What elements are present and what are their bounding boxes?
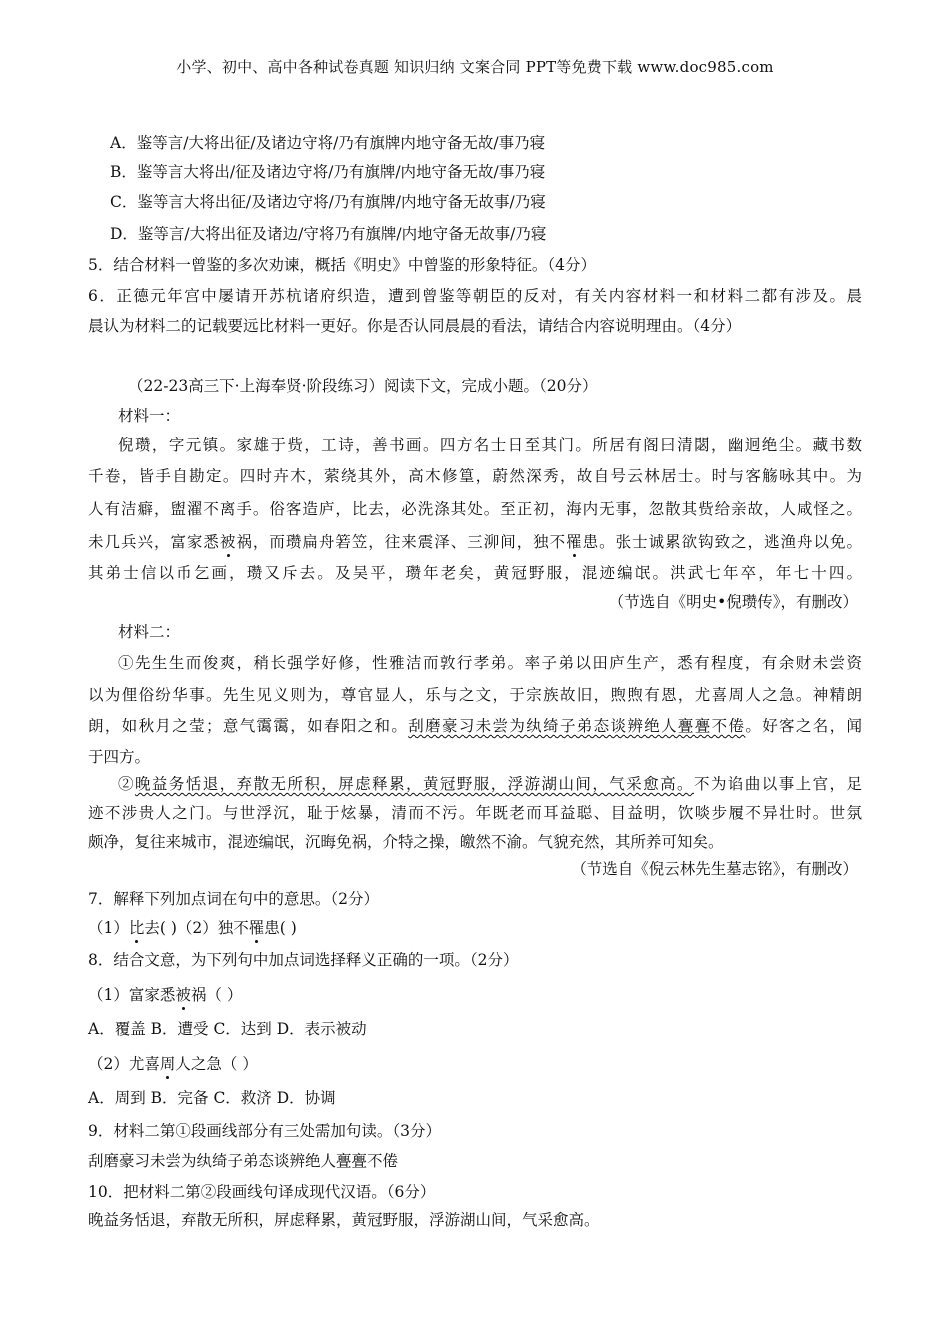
question-5: 5．结合材料一曾鉴的多次劝谏，概括《明史》中曾鉴的形象特征。（4分）: [88, 256, 596, 274]
material-2-label: 材料二：: [118, 623, 181, 641]
question-7-items: （1）比去( )（2）独不罹患( ): [88, 919, 297, 937]
dotted-char-li-2: 罹: [248, 919, 265, 937]
question-10: 10．把材料二第②段画线句译成现代汉语。（6分）: [88, 1183, 436, 1201]
option-4b: B．鉴等言大将出/征及诸边守将/乃有旗牌/内地守备无故/事乃寝: [110, 163, 546, 181]
dotted-char-bi: 比: [128, 919, 145, 937]
question-8: 8．结合文意，为下列句中加点词选择释义正确的一项。（2分）: [88, 951, 519, 969]
material-2-p1-line-3: 朗，如秋月之莹；意气霭霭，如春阳之和。刮磨豪习未尝为纨绮子弟态谈辨绝人亹亹不倦。好客之名，闻: [88, 717, 862, 735]
question-6-line-1: 6．正德元年宫中屡请开苏杭诸府织造，遭到曾鉴等朝臣的反对，有关内容材料一和材料二都有涉及。晨: [88, 287, 862, 305]
material-1-label: 材料一：: [118, 407, 181, 425]
question-8-sentence-2: （2）尤喜周人之急（ ）: [88, 1055, 258, 1073]
material-2-p1-line-4: 于四方。: [88, 748, 151, 766]
section-intro: （22-23高三下·上海奉贤·阶段练习）阅读下文，完成小题。（20分）: [128, 377, 598, 395]
option-4d: D．鉴等言/大将出征及诸边/守将乃有旗牌/内地守备无故事/乃寝: [110, 225, 547, 243]
underlined-sentence-2: 晚益务恬退，弃散无所积，屏虑释累，黄冠野服，浮游湖山间，气采愈高。: [134, 775, 695, 793]
material-2-p2-line-3: 颇净，复往来城市，混迹编氓，沉晦免祸，介特之操，皦然不渝。气貌充然，其所养可知矣。: [88, 833, 724, 851]
question-8-sentence-1: （1）富家悉被祸（ ）: [88, 986, 243, 1004]
material-2-p1-line-1: ①先生生而俊爽，稍长强学好修，性雅洁而敦行孝弟。率子弟以田庐生产，悉有程度，有余财未尝资: [118, 654, 862, 672]
material-2-source: （ 节选自《倪云林先生墓志铭》，有删改 ）: [571, 859, 858, 879]
material-1-source: （ 节选自《明史•倪瓒传》，有删改 ）: [609, 592, 858, 612]
underlined-sentence-1: 刮磨豪习未尝为纨绮子弟态谈辨绝人亹亹不倦: [408, 717, 746, 735]
material-1-line-1: 倪瓒，字元镇。家雄于赀，工诗，善书画。四方名士日至其门。所居有阁曰清閟，幽迥绝尘。藏书数: [118, 436, 862, 454]
question-8-options-2: A．周到 B．完备 C．救济 D．协调: [88, 1089, 336, 1107]
material-1-line-2: 千卷，皆手自勘定。四时卉木，萦绕其外，高木修篁，蔚然深秀，故自号云林居士。时与客觞咏其中。为: [88, 467, 862, 485]
material-2-p2-line-2: 迹不涉贵人之门。与世浮沉，耻于炫暴，清而不污。年既老而耳益聪、目益明，饮啖步履不异壮时。世氛: [88, 804, 862, 822]
dotted-char-bei: 被: [219, 533, 237, 551]
option-4c: C．鉴等言大将出征/及诸边守将/乃有旗牌/内地守备无故事/乃寝: [110, 193, 546, 211]
material-1-line-5: 其弟士信以币乞画，瓒又斥去。及吴平，瓒年老矣，黄冠野服，混迹编氓。洪武七年卒，年七十四。: [88, 564, 862, 582]
dotted-char-bei-2: 被: [175, 986, 191, 1004]
question-9-text: 刮磨豪习未尝为纨绮子弟态谈辨绝人亹亹不倦: [88, 1152, 399, 1170]
dotted-char-zhou: 周: [159, 1055, 176, 1073]
material-2-p2-line-1: ②晚益务恬退，弃散无所积，屏虑释累，黄冠野服，浮游湖山间，气采愈高。不为谄曲以事上官，足: [118, 775, 862, 793]
question-6-line-2: 晨认为材料二的记载要远比材料一更好。你是否认同晨晨的看法，请结合内容说明理由。（4分）: [88, 317, 742, 335]
material-1-line-4: 未几兵兴，富家悉被祸，而瓒扁舟箬笠，往来震泽、三泖间，独不罹患。张士诚累欲钩致之，逃渔舟以免。: [88, 533, 862, 551]
material-1-line-3: 人有洁癖，盥濯不离手。俗客造庐，比去，必洗涤其处。至正初，海内无事，忽散其赀给亲故，人咸怪之。: [88, 500, 862, 518]
question-9: 9．材料二第①段画线部分有三处需加句读。（3分）: [88, 1122, 441, 1140]
material-2-p1-line-2: 以为俚俗纷华事。先生见义则为，尊官显人，乐与之文，于宗族故旧，煦煦有恩，尤喜周人之急。神精朗: [88, 686, 862, 704]
question-8-options-1: A．覆盖 B．遭受 C．达到 D．表示被动: [88, 1020, 367, 1038]
option-4a: A．鉴等言/大将出征/及诸边守将/乃有旗牌内地守备无故/事乃寝: [110, 134, 546, 152]
question-7: 7．解释下列加点词在句中的意思。（2分）: [88, 890, 379, 908]
page-header: 小学、初中、高中各种试卷真题 知识归纳 文案合同 PPT等免费下载 www.doc985.com: [176, 58, 774, 76]
dotted-char-li: 罹: [566, 533, 583, 551]
question-10-text: 晚益务恬退，弃散无所积，屏虑释累，黄冠野服，浮游湖山间，气采愈高。: [88, 1211, 600, 1229]
